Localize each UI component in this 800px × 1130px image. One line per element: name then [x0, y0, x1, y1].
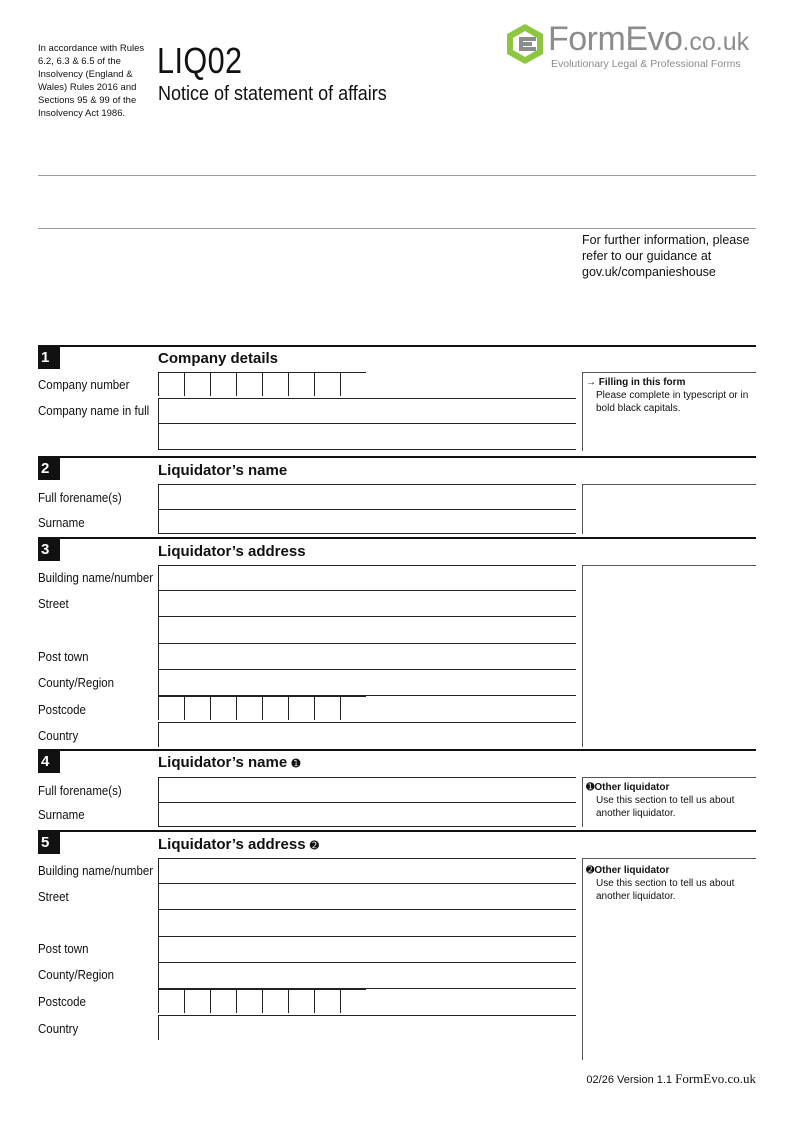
- section-rule: [38, 456, 756, 458]
- formevo-logo: [504, 22, 756, 74]
- note-body: Use this section to tell us about another liquidator.: [596, 795, 735, 819]
- building-field[interactable]: [158, 858, 576, 884]
- forename-label: Full forename(s): [38, 491, 122, 505]
- forename-field[interactable]: [158, 484, 576, 510]
- hexagon-logo-icon: [504, 22, 546, 66]
- street-field[interactable]: [158, 591, 576, 617]
- street-field-line2[interactable]: [158, 617, 576, 644]
- town-field[interactable]: [158, 644, 576, 670]
- company-number-boxes[interactable]: [158, 372, 366, 396]
- section-title-text: Liquidator’s name: [158, 754, 288, 771]
- country-field[interactable]: [158, 1016, 576, 1040]
- section-rule: [38, 345, 756, 347]
- note-body: Please complete in typescript or in bold black capitals.: [596, 390, 749, 414]
- char-box[interactable]: [340, 372, 366, 396]
- section-number: 5: [38, 832, 60, 854]
- logo-suffix: .co.uk: [682, 28, 750, 56]
- section-title: Liquidator’s address: [158, 543, 306, 560]
- logo-wordmark: [548, 20, 749, 59]
- company-number-label: Company number: [38, 378, 130, 392]
- note-title: Other liquidator: [594, 865, 670, 876]
- surname-field[interactable]: [158, 803, 576, 827]
- company-name-field[interactable]: [158, 398, 576, 424]
- country-label: Country: [38, 1022, 79, 1036]
- char-box[interactable]: [314, 372, 340, 396]
- section-number: 3: [38, 539, 60, 561]
- char-box[interactable]: [158, 372, 184, 396]
- street-field[interactable]: [158, 884, 576, 910]
- note-title: Other liquidator: [594, 782, 670, 793]
- town-field[interactable]: [158, 937, 576, 963]
- note-body: Use this section to tell us about another liquidator.: [596, 878, 735, 902]
- country-field[interactable]: [158, 723, 576, 747]
- note-marker: ➋: [586, 865, 595, 876]
- filling-note: [586, 376, 754, 415]
- section-title-text: Liquidator’s address: [158, 836, 306, 853]
- char-box[interactable]: [236, 372, 262, 396]
- postcode-label: Postcode: [38, 703, 86, 717]
- footnote-marker: ➋: [309, 840, 319, 852]
- country-label: Country: [38, 729, 79, 743]
- divider: [38, 175, 756, 176]
- char-box[interactable]: [262, 372, 288, 396]
- footer: [582, 1071, 756, 1087]
- forename-label: Full forename(s): [38, 784, 122, 798]
- surname-label: Surname: [38, 516, 85, 530]
- company-name-label: Company name in full: [38, 404, 150, 418]
- town-label: Post town: [38, 650, 89, 664]
- char-box[interactable]: [184, 372, 210, 396]
- char-box[interactable]: [210, 372, 236, 396]
- building-label: Building name/number: [38, 571, 154, 585]
- version-text: 02/26 Version 1.1: [586, 1074, 673, 1086]
- arrow-right-icon: →: [586, 377, 599, 388]
- logo-tagline: Evolutionary Legal & Professional Forms: [551, 58, 741, 70]
- section-rule: [38, 537, 756, 539]
- legal-basis-text: In accordance with Rules 6.2, 6.3 & 6.5 of the Insolvency (England & Wales) Rules 2016 and Sections 95 & 99 of the Insolvency Act 1986.: [38, 43, 145, 119]
- company-name-field-line2[interactable]: [158, 424, 576, 450]
- other-liquidator-note: [586, 781, 754, 820]
- section-rule: [38, 830, 756, 832]
- form-title: Notice of statement of affairs: [158, 83, 387, 105]
- footer-site: FormEvo.co.uk: [675, 1071, 756, 1086]
- form-code: LIQ02: [157, 40, 243, 81]
- side-box: [582, 565, 756, 747]
- section-number: 2: [38, 458, 60, 480]
- street-field-line2[interactable]: [158, 910, 576, 937]
- building-field[interactable]: [158, 565, 576, 591]
- section-title: [158, 753, 301, 774]
- postcode-underline: [158, 989, 576, 1016]
- town-label: Post town: [38, 942, 89, 956]
- section-title: Liquidator’s name: [158, 462, 288, 479]
- postcode-underline: [158, 696, 576, 723]
- further-information-text: For further information, please refer to our guidance at gov.uk/companieshouse: [582, 233, 750, 279]
- other-liquidator-note: [586, 864, 754, 903]
- logo-name: FormEvo: [548, 20, 683, 58]
- county-field[interactable]: [158, 963, 576, 989]
- county-label: County/Region: [38, 968, 115, 982]
- surname-field[interactable]: [158, 510, 576, 534]
- county-label: County/Region: [38, 676, 115, 690]
- note-marker: ➊: [586, 782, 595, 793]
- side-box: [582, 484, 756, 534]
- divider: [38, 228, 756, 229]
- section-title: [158, 835, 319, 856]
- footnote-marker: ➊: [291, 758, 301, 770]
- surname-label: Surname: [38, 808, 85, 822]
- forename-field[interactable]: [158, 777, 576, 803]
- county-field[interactable]: [158, 670, 576, 696]
- section-number: 1: [38, 347, 60, 369]
- street-label: Street: [38, 890, 69, 904]
- postcode-label: Postcode: [38, 995, 86, 1009]
- section-title: Company details: [158, 350, 279, 367]
- char-box[interactable]: [288, 372, 314, 396]
- building-label: Building name/number: [38, 864, 154, 878]
- note-title: Filling in this form: [598, 377, 686, 388]
- street-label: Street: [38, 597, 69, 611]
- section-number: 4: [38, 751, 60, 773]
- section-rule: [38, 749, 756, 751]
